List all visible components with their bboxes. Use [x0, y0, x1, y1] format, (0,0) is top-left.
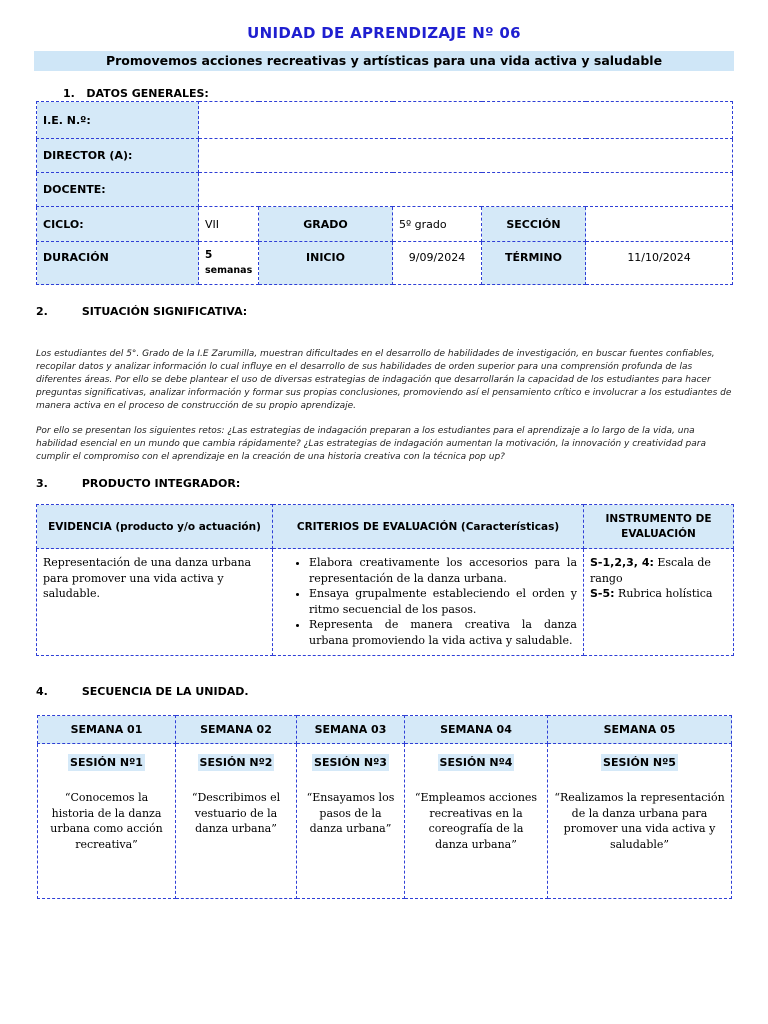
criterio-item: • Elabora creativamente los accesorios para la representación de la danza urbana.: [309, 555, 577, 586]
evidencia-cell: Representación de una danza urbana para promover una vida activa y saludable.: [37, 549, 273, 656]
unit-subtitle: Promovemos acciones recreativas y artísticas para una vida activa y saludable: [34, 51, 734, 71]
director-value: [199, 139, 733, 173]
section-4-number: 4.: [36, 685, 48, 698]
duracion-label: DURACIÓN: [37, 242, 199, 285]
session-label: SESIÓN Nº4: [439, 756, 513, 769]
seccion-value: [586, 207, 733, 242]
instrumento-line-1: [590, 555, 727, 586]
section-1-title: DATOS GENERALES:: [86, 87, 209, 100]
instrumento-line-2: [590, 586, 727, 602]
director-label: DIRECTOR (A):: [37, 139, 199, 173]
instrumento-1-sessions: S-1,2,3, 4:: [590, 556, 654, 569]
section-3-title: PRODUCTO INTEGRADOR:: [81, 477, 241, 490]
producto-table: [36, 504, 734, 656]
section-3-heading: [36, 477, 240, 490]
situacion-paragraph-2: Por ello se presentan los siguientes retos: ¿Las estrategias de indagación preparan a los estudiantes para el aprendizaje a lo largo de la vida, una habilidad esencial en un mundo que cambia rápidamente? ¿Las estrategias de indagación aumentan la motivación, la innovación y creatividad para cumplir el compromiso con el aprendizaje en la creación de una historia creativa con la técnica pop up?: [36, 426, 706, 462]
semana-header: SEMANA 01: [38, 716, 176, 744]
ie-label: I.E. N.º:: [37, 102, 199, 139]
session-description: “Realizamos la representación de la danza urbana para promover una vida activa y saludable”: [554, 791, 725, 851]
session-cell: [405, 744, 548, 899]
section-4-title: SECUENCIA DE LA UNIDAD.: [81, 685, 249, 698]
duracion-value: [199, 242, 259, 285]
session-description: “Describimos el vestuario de la danza urbana”: [191, 791, 281, 835]
ciclo-value: VII: [199, 207, 259, 242]
session-label: SESIÓN Nº2: [199, 756, 273, 769]
secuencia-table: [37, 715, 732, 899]
semana-header: SEMANA 02: [176, 716, 297, 744]
grado-value: 5º grado: [393, 207, 482, 242]
session-cell: [38, 744, 176, 899]
termino-label: TÉRMINO: [482, 242, 586, 285]
session-description: “Conocemos la historia de la danza urbana como acción recreativa”: [50, 791, 163, 851]
instrumento-2-sessions: S-5:: [590, 587, 615, 600]
docente-value: [199, 173, 733, 207]
session-label: SESIÓN Nº3: [314, 756, 387, 769]
section-3-number: 3.: [36, 477, 48, 490]
section-4-heading: [36, 685, 249, 698]
session-description: “Ensayamos los pasos de la danza urbana”: [306, 791, 395, 835]
seccion-label: SECCIÓN: [482, 207, 586, 242]
session-cell: [297, 744, 405, 899]
datos-generales-table: [36, 101, 733, 285]
session-cell: [548, 744, 732, 899]
criterio-item: • Representa de manera creativa la danza urbana promoviendo la vida activa y saludable.: [309, 617, 577, 648]
semana-header: SEMANA 05: [548, 716, 732, 744]
inicio-value: 9/09/2024: [393, 242, 482, 285]
termino-value: 11/10/2024: [586, 242, 733, 285]
ciclo-label: CICLO:: [37, 207, 199, 242]
instrumento-header: INSTRUMENTO DE EVALUACIÓN: [584, 505, 734, 549]
inicio-label: INICIO: [259, 242, 393, 285]
situacion-paragraph-1: Los estudiantes del 5°. Grado de la I.E Zarumilla, muestran dificultades en el desarrollo de habilidades de investigación, en buscar fuentes confiables, recopilar datos y analizar información lo cual influye en el desarrollo de sus habilidades de orden superior para una comprensión profunda de las diferentes áreas. Por ello se debe plantear el uso de diversas estrategias de indagación que desarrollarán la capacidad de los estudiantes para hacer preguntas significativas, analizar información y formar sus propias conclusiones, promoviendo así el pensamiento crítico e involucrar a los estudiantes de manera activa en el proceso de construcción de su propio aprendizaje.: [36, 349, 732, 411]
grado-label: GRADO: [259, 207, 393, 242]
evidencia-header: EVIDENCIA (producto y/o actuación): [37, 505, 273, 549]
instrumento-cell: [584, 549, 734, 656]
criterios-header: CRITERIOS DE EVALUACIÓN (Características): [273, 505, 584, 549]
docente-label: DOCENTE:: [37, 173, 199, 207]
criterio-item: • Ensaya grupalmente estableciendo el orden y ritmo secuencial de los pasos.: [309, 586, 577, 617]
session-label: SESIÓN Nº5: [603, 756, 676, 769]
semana-header: SEMANA 04: [405, 716, 548, 744]
section-1-heading: [63, 87, 209, 100]
instrumento-1-text: Escala de rango: [590, 556, 711, 585]
instrumento-2-text: Rubrica holística: [614, 587, 713, 600]
ie-value: [199, 102, 733, 139]
semana-header: SEMANA 03: [297, 716, 405, 744]
section-2-title: SITUACIÓN SIGNIFICATIVA:: [81, 305, 248, 318]
unit-title: UNIDAD DE APRENDIZAJE Nº 06: [247, 24, 521, 42]
session-label: SESIÓN Nº1: [70, 756, 143, 769]
criterios-list: [279, 555, 577, 648]
session-description: “Empleamos acciones recreativas en la coreografía de la danza urbana”: [414, 791, 538, 851]
duracion-value-number: 5: [205, 249, 213, 261]
section-1-number: 1.: [63, 87, 75, 100]
section-2-number: 2.: [36, 305, 48, 318]
section-2-heading: [36, 305, 247, 318]
duracion-value-unit: semanas: [205, 265, 253, 276]
criterios-cell: [273, 549, 584, 656]
session-cell: [176, 744, 297, 899]
